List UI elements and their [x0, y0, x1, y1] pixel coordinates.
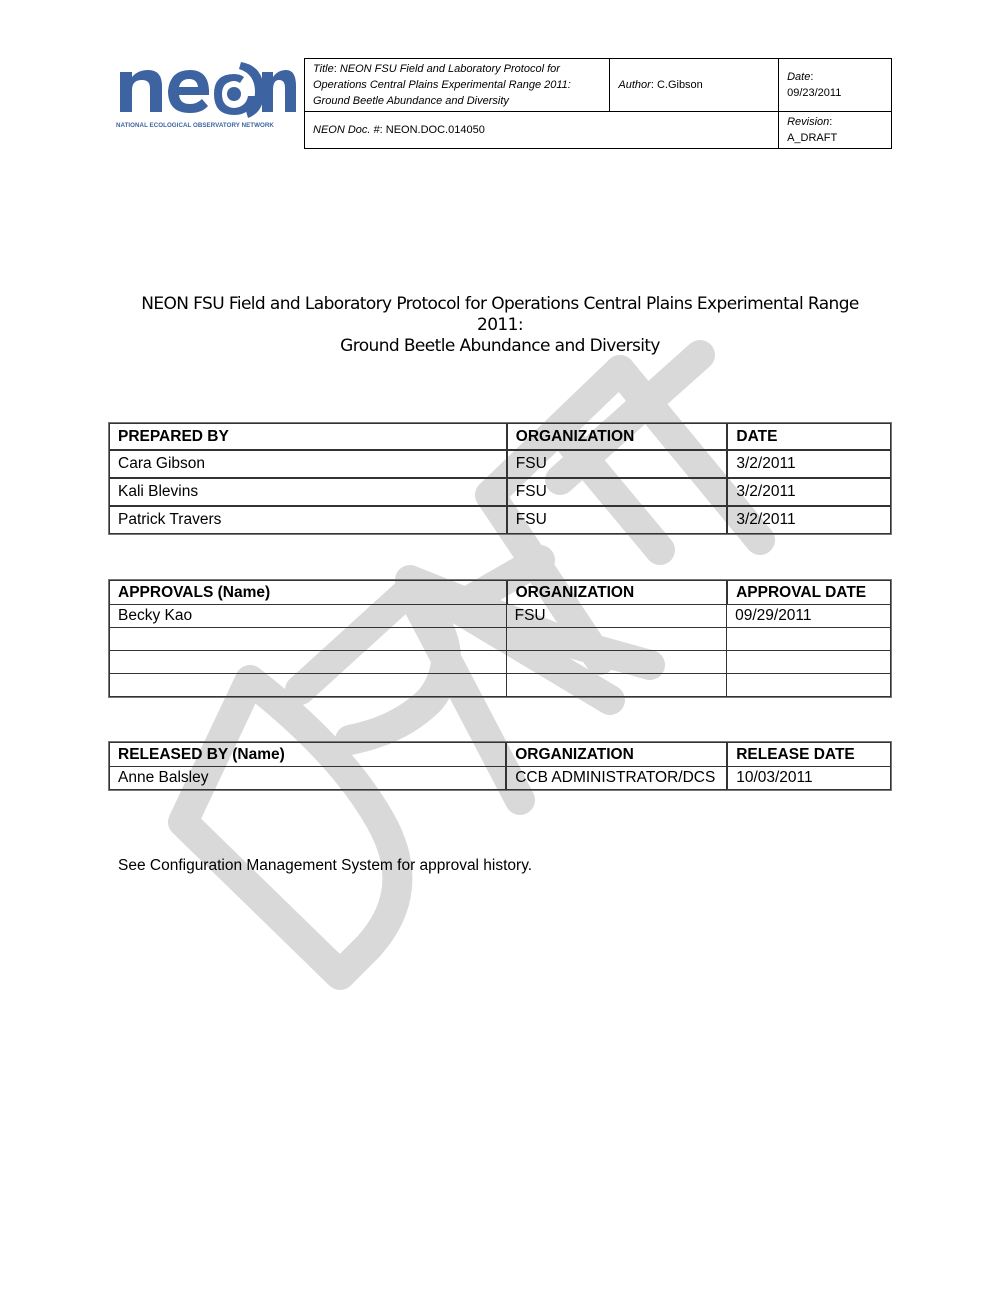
approval-date	[727, 628, 891, 651]
preparer-date: 3/2/2011	[727, 506, 891, 534]
revision-label: Revision	[787, 116, 830, 128]
preparer-organization: FSU	[507, 478, 728, 506]
column-header: RELEASED BY (Name)	[109, 742, 506, 767]
preparer-name: Kali Blevins	[109, 478, 507, 506]
table-row	[109, 450, 891, 478]
neon-wordmark-icon	[116, 58, 296, 118]
title-value: NEON FSU Field and Laboratory Protocol for Operations Central Plains Experimental Range 2011: Ground Beetle Abundance and Diversity	[313, 63, 571, 107]
table-row	[109, 767, 891, 790]
table-header-row	[109, 580, 891, 605]
preparer-date: 3/2/2011	[727, 478, 891, 506]
logo-tagline: NATIONAL ECOLOGICAL OBSERVATORY NETWORK	[116, 122, 274, 129]
column-header: PREPARED BY	[109, 423, 507, 450]
releaser-organization: CCB ADMINISTRATOR/DCS	[506, 767, 727, 790]
date-value: 09/23/2011	[787, 87, 842, 99]
approval-date	[727, 674, 891, 697]
preparer-name: Patrick Travers	[109, 506, 507, 534]
watermark-letter-d	[183, 680, 397, 975]
column-header: ORGANIZATION	[506, 742, 727, 767]
table-row	[109, 651, 891, 674]
neon-logo	[116, 58, 296, 134]
column-header: RELEASE DATE	[727, 742, 891, 767]
author-value: C.Gibson	[656, 79, 703, 91]
header-title-cell: Title: NEON FSU Field and Laboratory Protocol for Operations Central Plains Experimental Range 2011: Ground Beetle Abundance and Diversity	[305, 59, 610, 112]
header-revision-cell: Revision: A_DRAFT	[779, 112, 892, 149]
preparer-name: Cara Gibson	[109, 450, 507, 478]
header-doc-number-cell: NEON Doc. #: NEON.DOC.014050	[305, 112, 779, 149]
preparer-organization: FSU	[507, 506, 728, 534]
document-title-line-3: Ground Beetle Abundance and Diversity	[340, 336, 660, 356]
table-row	[109, 628, 891, 651]
doc-number-value: NEON.DOC.014050	[385, 124, 485, 136]
table-row	[109, 506, 891, 534]
column-header: ORGANIZATION	[507, 423, 728, 450]
approver-organization	[507, 628, 727, 651]
column-header: APPROVAL DATE	[727, 580, 891, 605]
prepared-by-table	[108, 422, 892, 535]
approver-organization: FSU	[507, 605, 727, 628]
table-row	[109, 674, 891, 697]
preparer-organization: FSU	[507, 450, 728, 478]
table-row	[109, 605, 891, 628]
table-header-row	[109, 742, 891, 767]
approvals-table	[108, 579, 892, 698]
header-date-cell: Date: 09/23/2011	[779, 59, 892, 112]
approval-date	[727, 651, 891, 674]
document-title-line-1: NEON FSU Field and Laboratory Protocol for Operations Central Plains Experimental Range	[141, 294, 859, 314]
preparer-date: 3/2/2011	[727, 450, 891, 478]
releaser-name: Anne Balsley	[109, 767, 506, 790]
release-date: 10/03/2011	[727, 767, 891, 790]
column-header: ORGANIZATION	[507, 580, 727, 605]
approver-name	[109, 651, 507, 674]
author-label: Author	[618, 79, 651, 91]
approval-date: 09/29/2011	[727, 605, 891, 628]
title-label: Title	[313, 63, 334, 75]
doc-number-label: NEON Doc. #	[313, 124, 380, 136]
table-header-row	[109, 423, 891, 450]
column-header: DATE	[727, 423, 891, 450]
approver-name: Becky Kao	[109, 605, 507, 628]
approver-organization	[507, 674, 727, 697]
approver-name	[109, 674, 507, 697]
approver-name	[109, 628, 507, 651]
document-title	[100, 294, 900, 357]
table-row	[109, 478, 891, 506]
revision-value: A_DRAFT	[787, 132, 838, 144]
approval-history-note: See Configuration Management System for approval history.	[118, 857, 533, 874]
released-by-table	[108, 741, 892, 791]
header-author-cell: Author: C.Gibson	[610, 59, 779, 112]
date-label: Date	[787, 71, 811, 83]
approver-organization	[507, 651, 727, 674]
document-title-line-2: 2011:	[477, 315, 523, 335]
column-header: APPROVALS (Name)	[109, 580, 507, 605]
document-header-table	[304, 58, 892, 149]
